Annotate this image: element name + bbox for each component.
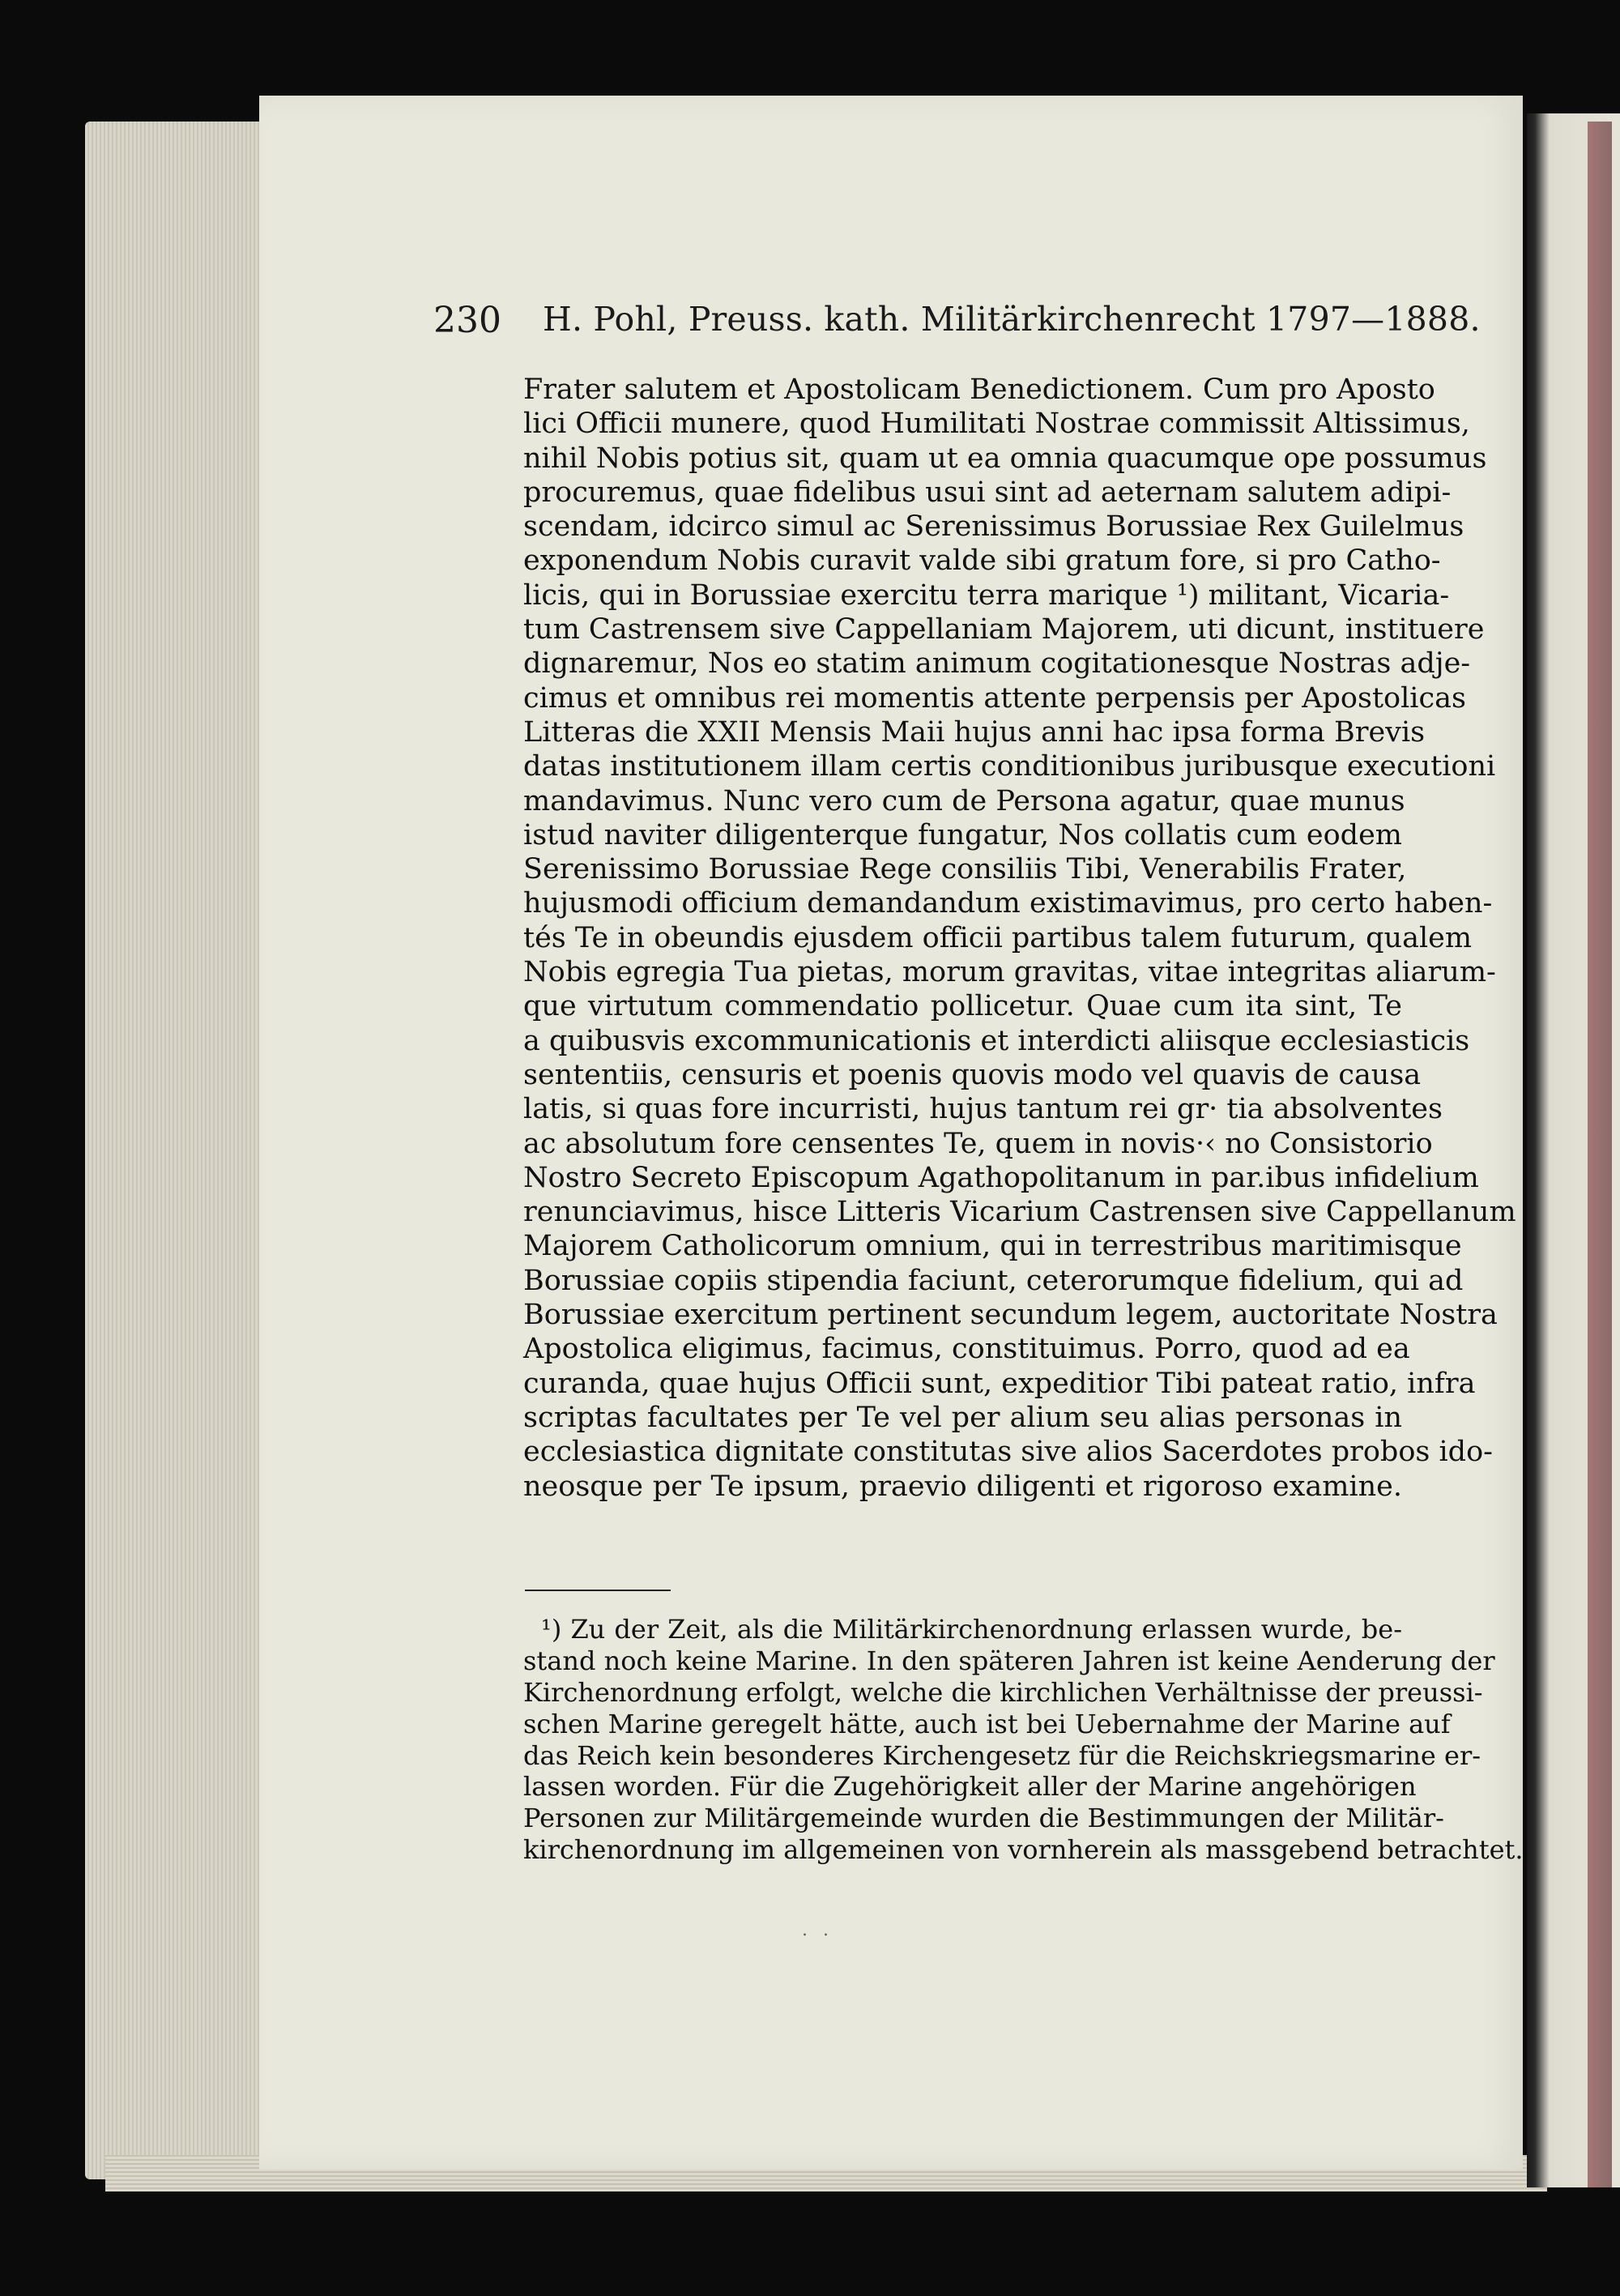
text-line: ac absolutum fore censentes Te, quem in novis·‹ no Consistorio <box>523 1127 1433 1160</box>
footnote-line: Personen zur Militärgemeinde wurden die Bestimmungen der Militär- <box>523 1803 1444 1834</box>
running-head-title: H. Pohl, Preuss. kath. Militärkirchenrecht 1797—1888. <box>543 300 1481 339</box>
text-line: mandavimus. Nunc vero cum de Persona agatur, quae munus <box>523 784 1405 817</box>
text-line: que virtutum commendatio pollicetur. Quae cum ita sint, Te <box>523 990 1402 1023</box>
main-text <box>523 373 1516 1504</box>
text-line: cimus et omnibus rei momentis attente perpensis per Apostolicas <box>523 681 1466 715</box>
footnote-line: schen Marine geregelt hätte, auch ist bei Uebernahme der Marine auf <box>523 1708 1451 1739</box>
text-line: Borussiae copiis stipendia faciunt, ceterorumque fidelium, qui ad <box>523 1264 1464 1297</box>
text-line: scendam, idcirco simul ac Serenissimus Borussiae Rex Guilelmus <box>523 510 1464 544</box>
text-line: Majorem Catholicorum omnium, qui in terrestribus maritimisque <box>523 1230 1462 1263</box>
text-line: tum Castrensem sive Cappellaniam Majorem, uti dicunt, instituere <box>523 613 1485 647</box>
text-line: datas institutionem illam certis conditionibus juribusque executioni <box>523 750 1496 783</box>
text-line: latis, si quas fore incurristi, hujus tantum rei gr· tia absolventes <box>523 1093 1443 1126</box>
footnote-separator <box>525 1590 671 1591</box>
footnote-line: stand noch keine Marine. In den späteren Jahren ist keine Aenderung der <box>523 1645 1495 1676</box>
text-line: procuremus, quae fidelibus usui sint ad aeternam salutem adipi- <box>523 476 1452 509</box>
footnote-line: kirchenordnung im allgemeinen von vornherein als massgebend betrachtet. <box>523 1834 1524 1866</box>
text-line: Serenissimo Borussiae Rege consiliis Tibi, Venerabilis Frater, <box>523 853 1407 886</box>
page-number: 230 <box>433 300 501 341</box>
text-line: Nobis egregia Tua pietas, morum gravitas, vitae integritas aliarum- <box>523 956 1496 989</box>
ink-specks: . . <box>802 1920 833 1940</box>
text-line: Nostro Secreto Episcopum Agathopolitanum in par.ibus infidelium <box>523 1161 1479 1194</box>
footnote-line: lassen worden. Für die Zugehörigkeit aller der Marine angehörigen <box>523 1771 1417 1803</box>
text-line: licis, qui in Borussiae exercitu terra marique ¹) militant, Vicaria- <box>523 578 1450 612</box>
text-line: tés Te in obeundis ejusdem officii partibus talem futurum, qualem <box>523 921 1473 954</box>
text-line: sententiis, censuris et poenis quovis modo vel quavis de causa <box>523 1058 1422 1091</box>
text-line: renunciavimus, hisce Litteris Vicarium Castrensen sive Cappellanum <box>523 1196 1516 1229</box>
text-line: nihil Nobis potius sit, quam ut ea omnia quacumque ope possumus <box>523 442 1487 475</box>
text-line: Litteras die XXII Mensis Maii hujus anni hac ipsa forma Brevis <box>523 715 1426 749</box>
footnote-line: Kirchenordnung erfolgt, welche die kirchlichen Verhältnisse der preussi- <box>523 1676 1483 1708</box>
footnotes <box>523 1614 1524 1866</box>
text-line: Frater salutem et Apostolicam Benedictionem. Cum pro Aposto <box>523 373 1435 406</box>
footnote-line: das Reich kein besonderes Kirchengesetz für die Reichskriegsmarine er- <box>523 1739 1481 1771</box>
text-line: a quibusvis excommunicationis et interdicti aliisque ecclesiasticis <box>523 1024 1470 1057</box>
text-line: curanda, quae hujus Officii sunt, expeditior Tibi pateat ratio, infra <box>523 1367 1476 1400</box>
text-line: Borussiae exercitum pertinent secundum legem, auctoritate Nostra <box>523 1299 1498 1332</box>
text-line: lici Officii munere, quod Humilitati Nostrae commissit Altissimus, <box>523 408 1470 441</box>
running-head <box>433 300 1481 348</box>
facing-page-edge <box>1588 122 1612 2187</box>
text-line: neosque per Te ipsum, praevio diligenti et rigoroso examine. <box>523 1470 1402 1503</box>
text-line: Apostolica eligimus, facimus, constituimus. Porro, quod ad ea <box>523 1333 1410 1366</box>
page-edges-left <box>85 122 271 2179</box>
text-line: ecclesiastica dignitate constitutas sive alios Sacerdotes probos ido- <box>523 1436 1493 1469</box>
footnote-line: ¹) Zu der Zeit, als die Militärkirchenordnung erlassen wurde, be- <box>541 1614 1402 1645</box>
text-line: istud naviter diligenterque fungatur, Nos collatis cum eodem <box>523 818 1402 851</box>
text-line: exponendum Nobis curavit valde sibi gratum fore, si pro Catho- <box>523 544 1441 578</box>
text-line: hujusmodi officium demandandum existimavimus, pro certo haben- <box>523 887 1493 920</box>
text-line: scriptas facultates per Te vel per alium seu alias personas in <box>523 1401 1402 1434</box>
text-line: dignaremur, Nos eo statim animum cogitationesque Nostras adje- <box>523 647 1471 681</box>
